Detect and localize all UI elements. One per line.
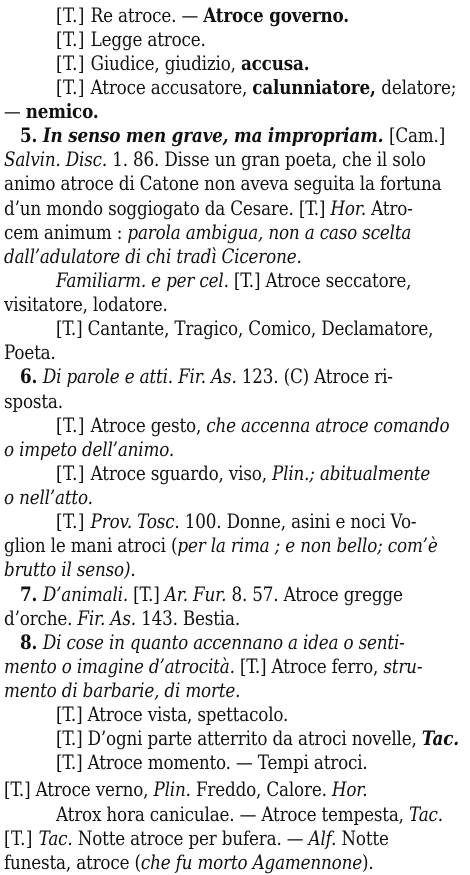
text-segment: d’un mondo soggiogato da Cesare. [T.] xyxy=(4,197,331,220)
text-line xyxy=(56,75,456,100)
text-line xyxy=(4,606,240,631)
text-line xyxy=(4,389,63,414)
text-line xyxy=(56,316,433,341)
text-segment: ). xyxy=(361,851,374,874)
text-segment: Plin.; abitualmente xyxy=(272,462,431,485)
text-line xyxy=(56,802,443,827)
text-segment: Tac. xyxy=(408,803,443,826)
text-line xyxy=(56,461,430,486)
text-segment: Poeta. xyxy=(4,341,56,364)
text-segment: [T.] Atroce momento. — Tempi atroci. xyxy=(56,751,368,774)
text-line xyxy=(4,485,93,510)
text-segment: [T.] xyxy=(56,462,91,485)
text-segment: mento o imagine d’atrocità. xyxy=(4,655,240,678)
text-segment: 123. (C) Atroce ri- xyxy=(241,365,393,388)
text-segment: dall’adulatore di chi tradì Cicerone. xyxy=(4,245,302,268)
text-segment: Familiarm. e per cel. xyxy=(56,269,234,292)
text-segment: [T.] xyxy=(4,827,39,850)
text-segment: o nell’atto. xyxy=(4,486,93,509)
text-line xyxy=(20,630,405,655)
text-line xyxy=(20,364,393,389)
text-segment: delatore; xyxy=(381,76,457,99)
text-segment: Tac. xyxy=(38,827,78,850)
text-segment: 8. 57. Atroce gregge xyxy=(231,583,403,606)
text-line xyxy=(56,27,206,52)
text-segment: per la rima ; e non bello; com’è xyxy=(177,534,438,557)
text-line xyxy=(4,340,56,365)
text-segment: che accenna atroce comando xyxy=(206,414,450,437)
text-segment: glion le mani atroci ( xyxy=(4,534,178,557)
text-segment: In senso men grave, ma impropriam. xyxy=(42,124,389,147)
text-segment: Salvin. Disc. xyxy=(4,148,113,171)
text-segment: parola ambigua, non a caso scelta xyxy=(127,221,412,244)
text-line xyxy=(4,654,422,679)
text-segment: [T.] xyxy=(56,52,91,75)
text-segment: Atrox hora caniculae. — Atroce tempesta, xyxy=(56,803,409,826)
text-segment: [T.] Cantante, Tragico, Comico, Declamatore, xyxy=(56,317,434,340)
text-segment: — xyxy=(4,100,26,123)
text-segment: Atro- xyxy=(371,197,413,220)
text-line xyxy=(56,3,349,28)
text-segment: Tac. xyxy=(421,727,459,750)
text-segment: Atroce governo. xyxy=(203,4,349,27)
text-segment: Ar. Fur. xyxy=(164,583,232,606)
text-segment: [T.] Atroce seccatore, xyxy=(233,269,412,292)
text-segment: visitatore, lodatore. xyxy=(4,293,168,316)
text-line xyxy=(4,557,135,582)
text-segment: Re atroce. — xyxy=(90,4,204,27)
text-segment: [T.] Atroce verno, xyxy=(4,778,154,801)
text-segment: 5. xyxy=(20,124,43,147)
text-line xyxy=(56,413,449,438)
text-segment: nemico. xyxy=(25,100,99,123)
text-segment: [T.] xyxy=(56,414,91,437)
text-segment: Alf. xyxy=(308,827,342,850)
text-segment: [T.] Atroce ferro, xyxy=(239,655,384,678)
text-segment: [T.] D’ogni parte atterrito da atroci novelle, xyxy=(56,727,422,750)
text-segment: mento di barbarie, di morte. xyxy=(4,679,241,702)
text-segment: 100. Donne, asini e noci Vo- xyxy=(184,510,417,533)
text-line xyxy=(4,777,367,802)
text-segment: Notte xyxy=(341,827,389,850)
text-segment: accusa. xyxy=(240,52,310,75)
text-segment: D’animali. xyxy=(42,583,134,606)
text-segment: Prov. Tosc. xyxy=(90,510,185,533)
text-segment: Atroce sguardo, viso, xyxy=(90,462,273,485)
text-line xyxy=(4,147,426,172)
text-line xyxy=(4,244,302,269)
text-segment: Notte atroce per bufera. — xyxy=(77,827,309,850)
text-line xyxy=(4,171,441,196)
text-line xyxy=(4,437,174,462)
text-segment: Plin. xyxy=(153,778,196,801)
text-segment: Fir. As. xyxy=(77,607,142,630)
text-segment: Di cose in quanto accennano a idea o senti- xyxy=(42,631,405,654)
text-segment: 1. 86. Disse un gran poeta, che il solo xyxy=(112,148,426,171)
text-segment: [T.] xyxy=(133,583,165,606)
text-segment: cem animum : xyxy=(4,221,128,244)
text-line xyxy=(4,99,98,124)
text-segment: 6. xyxy=(20,365,43,388)
text-segment: animo atroce di Catone non aveva seguita la fortuna xyxy=(4,172,442,195)
text-segment: d’orche. xyxy=(4,607,78,630)
text-line xyxy=(20,123,445,148)
text-segment: 8. xyxy=(20,631,43,654)
text-segment: Freddo, Calore. xyxy=(195,778,332,801)
text-segment: [T.] xyxy=(56,4,91,27)
text-segment: Legge atroce. xyxy=(90,28,206,51)
text-segment: Di parole e atti. Fir. As. xyxy=(42,365,242,388)
text-segment: [T.] xyxy=(56,510,91,533)
text-line xyxy=(4,220,411,245)
text-segment: [T.] xyxy=(56,28,91,51)
text-segment: stru- xyxy=(383,655,423,678)
text-line xyxy=(20,582,403,607)
text-segment: Giudice, giudizio, xyxy=(90,52,241,75)
text-segment: Atroce gesto, xyxy=(90,414,207,437)
text-line xyxy=(56,726,459,751)
text-segment: Hor. xyxy=(331,778,368,801)
text-segment: funesta, atroce ( xyxy=(4,851,141,874)
text-segment: Atroce accusatore, xyxy=(90,76,253,99)
text-segment: 7. xyxy=(20,583,43,606)
text-line xyxy=(56,268,411,293)
text-segment: brutto il senso). xyxy=(4,558,136,581)
text-line xyxy=(56,509,416,534)
text-segment: 143. Bestia. xyxy=(141,607,240,630)
text-line xyxy=(56,750,368,775)
text-line xyxy=(4,678,240,703)
text-line xyxy=(4,826,389,851)
text-segment: [T.] xyxy=(56,76,91,99)
text-segment: [T.] Atroce vista, spettacolo. xyxy=(56,703,289,726)
text-line xyxy=(4,196,413,221)
text-segment: sposta. xyxy=(4,390,63,413)
text-line xyxy=(4,533,438,558)
text-line xyxy=(56,51,309,76)
text-segment: calunniatore, xyxy=(252,76,382,99)
text-segment: [Cam.] xyxy=(388,124,446,147)
text-segment: o impeto dell’animo. xyxy=(4,438,174,461)
text-segment: Hor. xyxy=(330,197,372,220)
text-line xyxy=(4,850,374,875)
text-line xyxy=(56,702,288,727)
text-line xyxy=(4,292,168,317)
text-segment: che fu morto Agamennone xyxy=(140,851,362,874)
